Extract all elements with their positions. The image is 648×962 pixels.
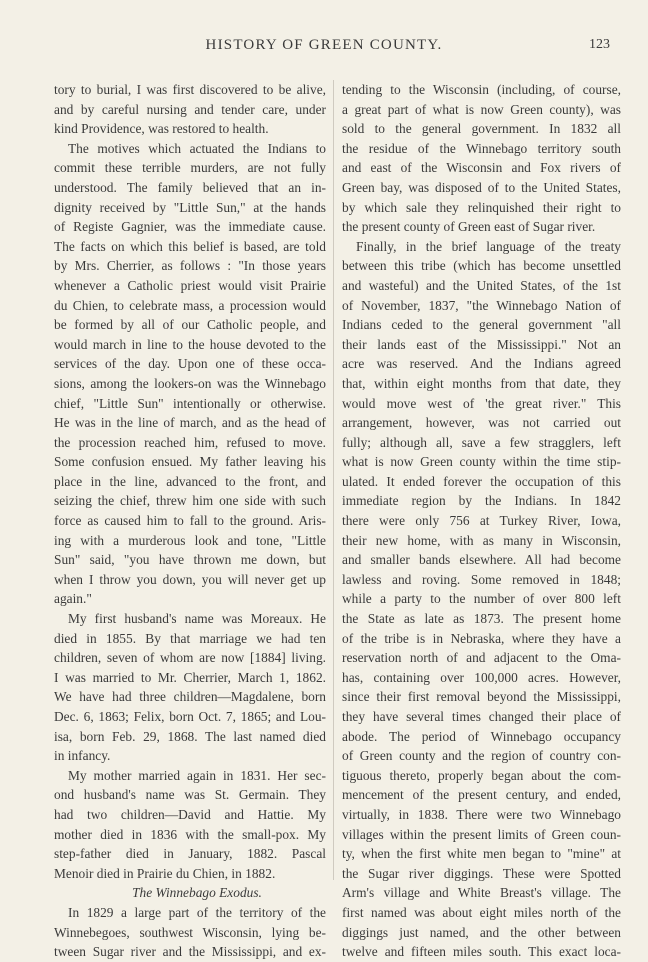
text-line: du Chien, to celebrate mass, a procession would xyxy=(54,297,326,313)
text-line: tiguous thereto, properly began about the com- xyxy=(342,767,621,783)
text-line: again." xyxy=(54,591,92,607)
text-line: force as caused him to fall to the ground. Aris- xyxy=(54,513,326,529)
text-line: services of the day. Upon one of these occa- xyxy=(54,356,326,372)
text-line: has, containing over 100,000 acres. However, xyxy=(342,669,621,685)
text-line: Winnebegoes, southwest Wisconsin, lying be- xyxy=(54,924,326,940)
text-line: they have several times changed their place of xyxy=(342,709,621,724)
text-line: of November, 1837, "the Winnebago Nation of xyxy=(342,297,621,313)
text-line: chief, "Little Sun" intentionally or otherwise. xyxy=(54,395,326,411)
text-line: fully; although all, save a few stragglers, left xyxy=(342,434,621,450)
text-line: by Mrs. Cherrier, as follows : "In those years xyxy=(54,258,326,274)
text-line: villages within the present limits of Green coun- xyxy=(342,826,621,842)
text-line: their new home, with as many in Wisconsin, xyxy=(342,532,621,548)
text-line: would move west of 'the great river." This xyxy=(342,395,621,411)
right-column xyxy=(342,80,621,962)
text-line: what is now Green county within the time stip- xyxy=(342,454,621,470)
text-line: between this tribe (which has become unsettled xyxy=(342,258,621,274)
text-line: dignity received by "Little Sun," at the hands xyxy=(54,199,326,215)
text-line: and smaller bands elsewhere. All had become xyxy=(342,552,621,568)
text-line: tory to burial, I was first discovered to be alive, xyxy=(54,82,326,97)
text-line: The motives which actuated the Indians to xyxy=(68,140,326,156)
text-line: Some confusion ensued. My father leaving his xyxy=(54,454,326,470)
text-line: We have had three children—Magdalene, born xyxy=(54,689,326,705)
text-line: of Registe Gagnier, was the immediate cause. xyxy=(54,219,326,235)
text-line: ty, when the first white men began to "mine" at xyxy=(342,846,621,862)
text-line: be formed by all of our Catholic people, and xyxy=(54,317,326,333)
text-line: seizing the chief, threw him one side with such xyxy=(54,493,326,509)
text-line: Dec. 6, 1863; Felix, born Oct. 7, 1865; and Lou- xyxy=(54,709,326,724)
text-line: Green bay, was disposed of to the United States, xyxy=(342,179,621,195)
column-divider xyxy=(333,80,334,880)
text-line: The facts on which this belief is based, are told xyxy=(54,238,326,254)
text-line: had two children—David and Hattie. My xyxy=(54,806,326,822)
text-line: commit these terrible murders, are not fully xyxy=(54,160,326,176)
text-line: sions, among the lookers-on was the Winnebago xyxy=(54,375,326,391)
text-line: tween Sugar river and the Mississippi, and ex- xyxy=(54,944,326,960)
text-line: tending to the Wisconsin (including, of course, xyxy=(342,82,621,97)
text-line: first named was about eight miles north of the xyxy=(342,904,621,920)
text-line: the Sugar river diggings. These were Spotted xyxy=(342,865,621,881)
text-line: Finally, in the brief language of the treaty xyxy=(356,238,621,254)
text-line: ing with a murderous look and tone, "Little xyxy=(54,532,326,548)
text-line: the residue of the Winnebago territory south xyxy=(342,140,621,156)
text-line: there were only 756 at Turkey River, Iowa, xyxy=(342,513,621,529)
text-line: of the tribe is in Nebraska, where they have a xyxy=(342,630,621,646)
text-line: twelve and fifteen miles south. This exact loca- xyxy=(342,944,621,960)
text-line: kind Providence, was restored to health. xyxy=(54,121,269,137)
text-line: mencement of the present century, and ended, xyxy=(342,787,621,803)
text-line: mother died in 1836 with the small-pox. My xyxy=(54,826,326,842)
text-line: Arm's village and White Breast's village. The xyxy=(342,885,621,901)
text-line: by which sale they relinquished their right to xyxy=(342,199,621,215)
text-line: when I throw you down, you will never get up xyxy=(54,571,326,587)
text-line: children, seven of whom are now [1884] living. xyxy=(54,650,326,666)
page-number: 123 xyxy=(589,37,610,52)
text-line: died in 1855. By that marriage we had ten xyxy=(54,630,326,646)
text-line: understood. The family believed that an in- xyxy=(54,179,326,195)
text-line: ond husband's name was St. Germain. They xyxy=(54,787,326,803)
text-line: Indians ceded to the general government "all xyxy=(342,317,621,333)
text-line: lawless and roving. Some removed in 1848; xyxy=(342,571,621,587)
text-line: isa, born Feb. 29, 1868. The last named died xyxy=(54,728,326,744)
text-line: step-father died in January, 1882. Pascal xyxy=(54,846,326,862)
text-line: the present county of Green east of Sugar river. xyxy=(342,219,596,235)
text-line: He was in the line of march, and as the head of xyxy=(54,415,326,431)
text-line: that, within eight months from that date, they xyxy=(342,375,621,391)
text-line: and east of the Wisconsin and Fox rivers of xyxy=(342,160,621,176)
text-line: abode. The period of Winnebago occupancy xyxy=(342,728,621,744)
text-line: place in the line, advanced to the front, and xyxy=(54,473,326,489)
text-line: immediate region by the Indians. In 1842 xyxy=(342,493,621,509)
text-line: and by careful nursing and tender care, under xyxy=(54,101,326,117)
text-line: while a party to the number of over 800 left xyxy=(342,591,621,607)
left-column xyxy=(54,80,326,962)
text-line: In 1829 a large part of the territory of the xyxy=(68,904,326,920)
text-line: since their first removal beyond the Mississippi, xyxy=(342,689,621,705)
text-line: virtually, in 1838. There were two Winnebago xyxy=(342,806,621,822)
text-line: whenever a Catholic priest would visit Prairie xyxy=(54,277,326,293)
text-line: their lands east of the Mississippi." Not an xyxy=(342,336,621,352)
text-line: sold to the general government. In 1832 all xyxy=(342,121,621,137)
text-line: and wasteful) and the United States, of the 1st xyxy=(342,277,621,293)
text-line: a great part of what is now Green county), was xyxy=(342,101,621,117)
text-line: reservation north of and adjacent to the Oma- xyxy=(342,650,621,666)
running-title: HISTORY OF GREEN COUNTY. xyxy=(205,37,443,53)
text-line: the State as late as 1873. The present home xyxy=(342,611,621,627)
text-line: Sun" said, "you have thrown me down, but xyxy=(54,552,326,568)
text-line: ulated. It ended forever the occupation of this xyxy=(342,473,621,489)
text-line: the procession reached him, refused to move. xyxy=(54,434,326,450)
section-heading: The Winnebago Exodus. xyxy=(132,885,262,901)
text-line: My first husband's name was Moreaux. He xyxy=(68,611,326,627)
text-line: diggings just named, and the other between xyxy=(342,924,621,940)
text-line: acre was reserved. And the Indians agreed xyxy=(342,356,621,372)
text-line: would march in line to the house devoted to the xyxy=(54,336,326,352)
text-line: arrangement, however, was not carried out xyxy=(342,415,621,431)
text-line: I was married to Mr. Cherrier, March 1, 1862. xyxy=(54,669,326,685)
text-line: My mother married again in 1831. Her sec- xyxy=(68,767,326,783)
text-line: Menoir died in Prairie du Chien, in 1882. xyxy=(54,865,276,881)
text-line: of Green county and the region of country con- xyxy=(342,748,621,764)
text-line: in infancy. xyxy=(54,748,111,764)
